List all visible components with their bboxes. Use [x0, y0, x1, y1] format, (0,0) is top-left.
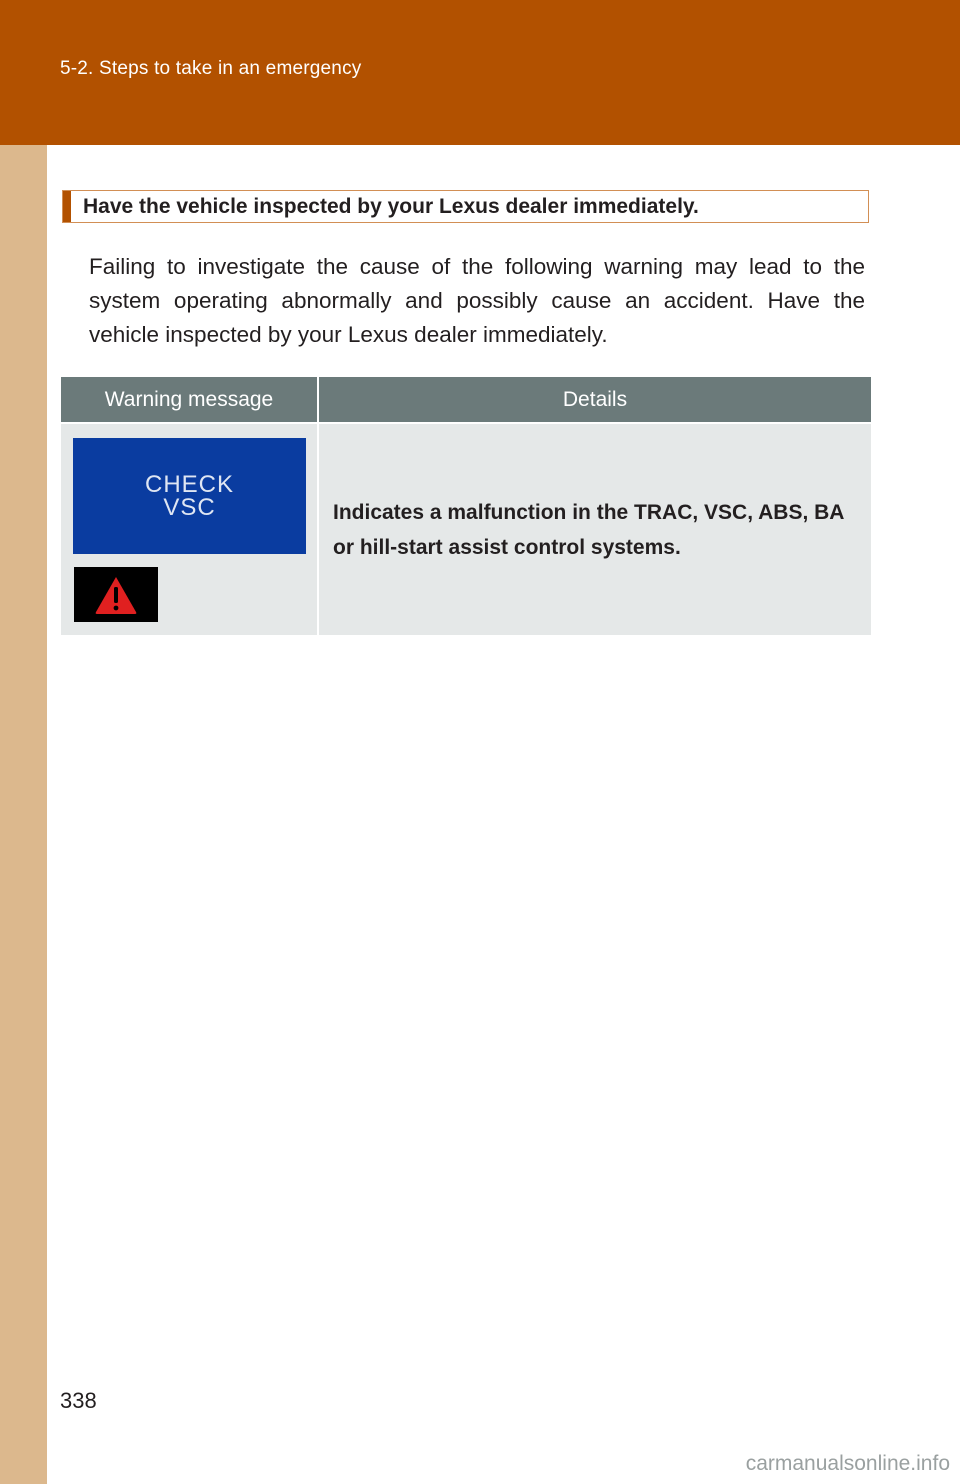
- warning-light-box: [74, 567, 158, 622]
- table-row: [61, 423, 871, 635]
- check-vsc-display: [73, 438, 306, 554]
- display-line-1: CHECK: [144, 471, 234, 498]
- warning-message-cell: [61, 423, 318, 635]
- body-paragraph: Failing to investigate the cause of the following warning may lead to the system operating abnormally and possibly cause an accident. Have the vehicle inspected by your Lexus dealer immediately.: [89, 254, 865, 347]
- page-number: 338: [60, 1388, 97, 1413]
- warning-table: [61, 377, 871, 635]
- details-text: Indicates a malfunction in the TRAC, VSC, ABS, BA or hill-start assist control systems.: [333, 500, 844, 559]
- table-header-details: Details: [318, 377, 871, 423]
- subheading-text: Have the vehicle inspected by your Lexus dealer immediately.: [83, 194, 699, 218]
- subheading-box: [62, 190, 869, 223]
- table-header-warning-message: Warning message: [61, 377, 318, 423]
- side-margin-band: [0, 145, 47, 1484]
- display-line-2: VSC: [163, 494, 216, 521]
- table-header-row: [61, 377, 871, 423]
- subheading-marker: [63, 191, 71, 222]
- warning-triangle-icon: [94, 575, 138, 615]
- section-title: 5-2. Steps to take in an emergency: [60, 58, 362, 79]
- details-cell: [318, 423, 871, 635]
- watermark: carmanualsonline.info: [745, 1452, 950, 1475]
